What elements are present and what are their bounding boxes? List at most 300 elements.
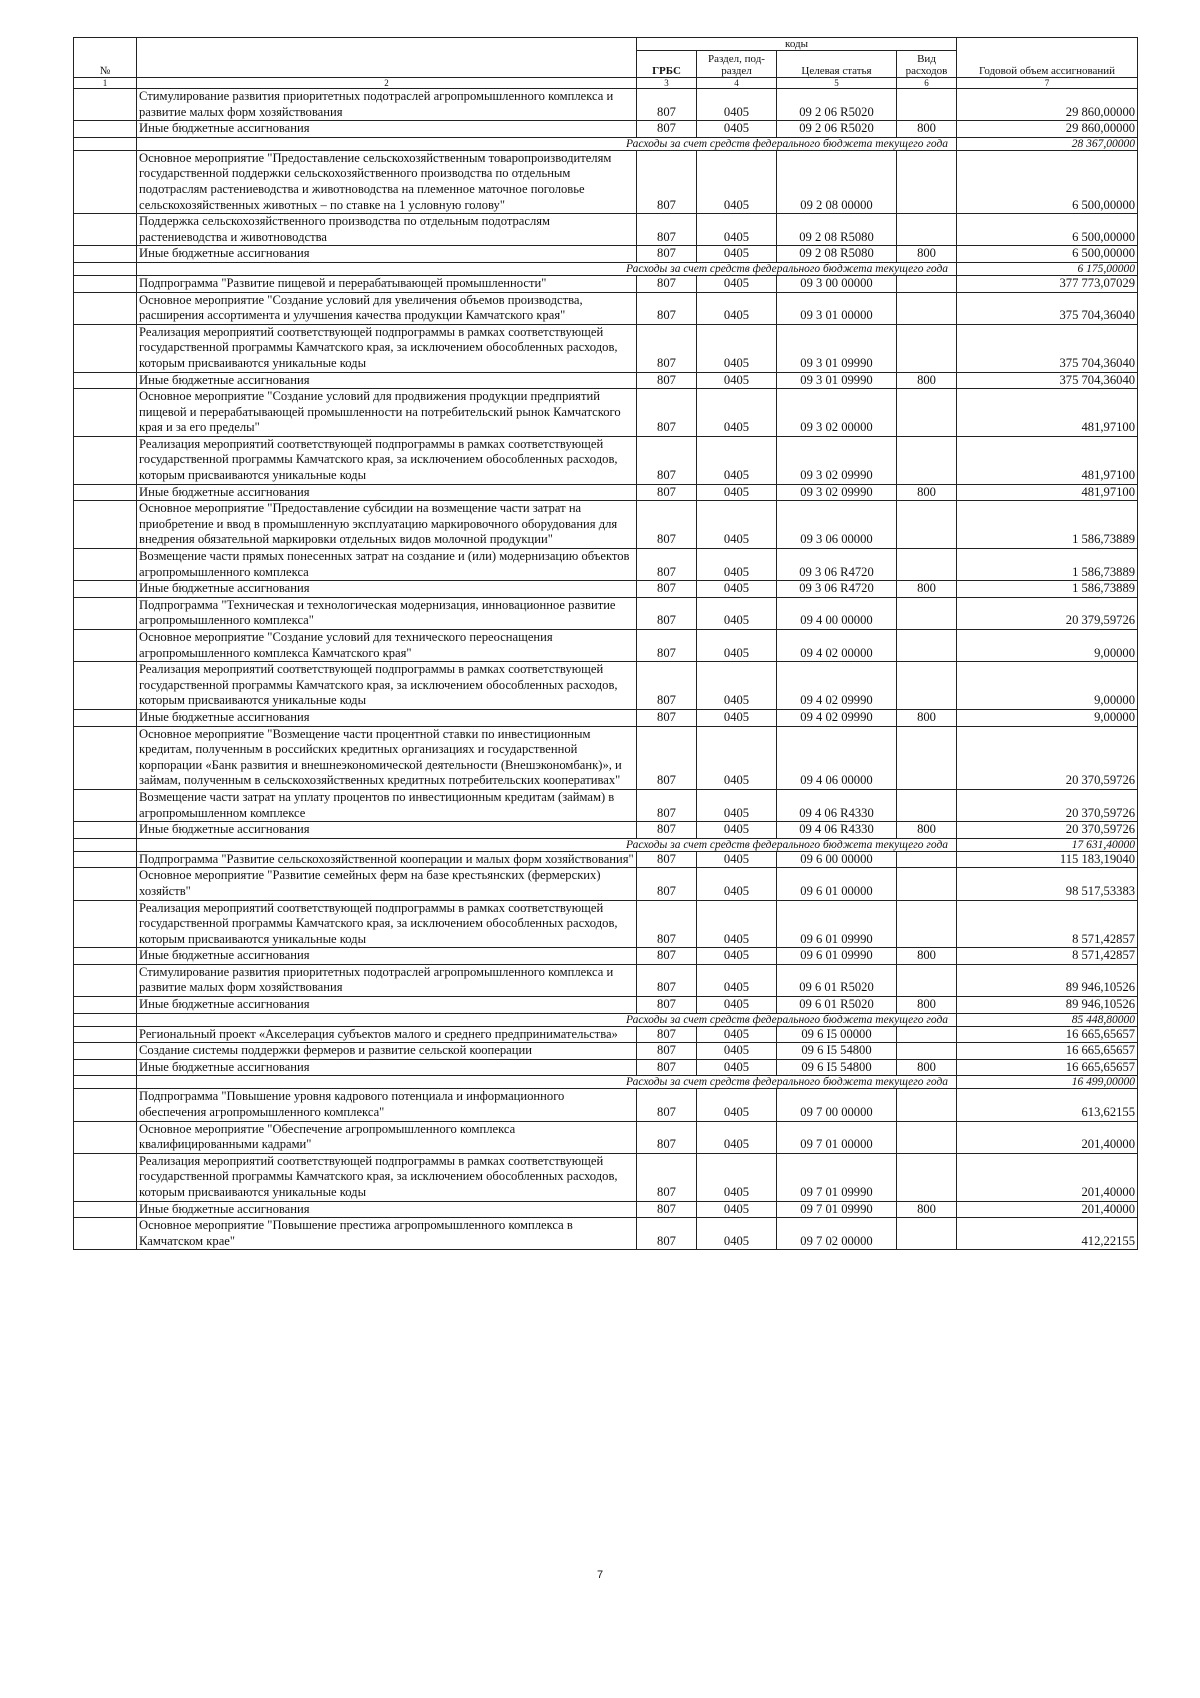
annual-amount: 375 704,36040 xyxy=(957,324,1138,372)
row-number-cell xyxy=(74,1013,137,1026)
amount-header: Годовой объем ассигнований xyxy=(957,38,1138,78)
annual-amount: 9,00000 xyxy=(957,630,1138,662)
target-article-code: 09 7 01 09990 xyxy=(777,1153,897,1201)
grbs-code: 807 xyxy=(637,1089,697,1121)
federal-funds-row xyxy=(74,1013,1138,1026)
grbs-code: 807 xyxy=(637,150,697,213)
table-row xyxy=(74,214,1138,246)
annual-amount: 201,40000 xyxy=(957,1153,1138,1201)
expense-kind-code: 800 xyxy=(897,948,957,965)
expense-kind-code xyxy=(897,436,957,484)
expense-name: Реализация мероприятий соответствующей подпрограммы в рамках соответствующей государственной программы Камчатского края, за исключением обособленных расходов, которым присваиваются уникальные коды xyxy=(137,662,637,710)
expense-kind-code xyxy=(897,789,957,821)
annual-amount: 89 946,10526 xyxy=(957,964,1138,996)
annual-amount: 1 586,73889 xyxy=(957,549,1138,581)
section-code: 0405 xyxy=(697,662,777,710)
row-number-cell xyxy=(74,262,137,275)
annual-amount: 9,00000 xyxy=(957,662,1138,710)
row-number-cell xyxy=(74,501,137,549)
table-row xyxy=(74,150,1138,213)
expense-name: Иные бюджетные ассигнования xyxy=(137,246,637,263)
table-row xyxy=(74,549,1138,581)
grbs-code: 807 xyxy=(637,275,697,292)
name-header xyxy=(137,38,637,78)
target-article-code: 09 4 02 09990 xyxy=(777,709,897,726)
column-number: 5 xyxy=(777,78,897,89)
expense-kind-code: 800 xyxy=(897,997,957,1014)
column-number: 4 xyxy=(697,78,777,89)
row-number-cell xyxy=(74,709,137,726)
annual-amount: 8 571,42857 xyxy=(957,900,1138,948)
target-article-code: 09 2 08 R5080 xyxy=(777,246,897,263)
row-number-cell xyxy=(74,1201,137,1218)
section-code: 0405 xyxy=(697,851,777,868)
annual-amount: 375 704,36040 xyxy=(957,292,1138,324)
target-article-code: 09 2 06 R5020 xyxy=(777,89,897,121)
annual-amount: 1 586,73889 xyxy=(957,581,1138,598)
expense-kind-code: 800 xyxy=(897,484,957,501)
annual-amount: 481,97100 xyxy=(957,389,1138,437)
annual-amount: 20 370,59726 xyxy=(957,726,1138,789)
annual-amount: 115 183,19040 xyxy=(957,851,1138,868)
expense-name: Иные бюджетные ассигнования xyxy=(137,1059,637,1076)
expense-name: Основное мероприятие "Обеспечение агропромышленного комплекса квалифицированными кадрами" xyxy=(137,1121,637,1153)
annual-amount: 16 665,65657 xyxy=(957,1059,1138,1076)
grbs-code: 807 xyxy=(637,948,697,965)
table-row xyxy=(74,1153,1138,1201)
grbs-code: 807 xyxy=(637,709,697,726)
row-number-cell xyxy=(74,1026,137,1043)
row-number-cell xyxy=(74,150,137,213)
section-code: 0405 xyxy=(697,789,777,821)
grbs-code: 807 xyxy=(637,581,697,598)
row-number-cell xyxy=(74,214,137,246)
table-row xyxy=(74,324,1138,372)
target-article-code: 09 3 06 00000 xyxy=(777,501,897,549)
table-row xyxy=(74,292,1138,324)
annual-amount: 9,00000 xyxy=(957,709,1138,726)
annual-amount: 201,40000 xyxy=(957,1121,1138,1153)
grbs-code: 807 xyxy=(637,372,697,389)
expense-kind-code xyxy=(897,868,957,900)
section-code: 0405 xyxy=(697,630,777,662)
section-code: 0405 xyxy=(697,324,777,372)
target-article-code: 09 7 02 00000 xyxy=(777,1218,897,1250)
federal-funds-amount: 6 175,00000 xyxy=(957,262,1138,275)
row-number-cell xyxy=(74,1076,137,1089)
target-article-code: 09 7 01 00000 xyxy=(777,1121,897,1153)
target-article-code: 09 6 01 09990 xyxy=(777,948,897,965)
target-article-code: 09 6 I5 54800 xyxy=(777,1059,897,1076)
expense-kind-code xyxy=(897,662,957,710)
expense-kind-code xyxy=(897,275,957,292)
section-code: 0405 xyxy=(697,948,777,965)
row-number-cell xyxy=(74,549,137,581)
grbs-code: 807 xyxy=(637,964,697,996)
annual-amount: 375 704,36040 xyxy=(957,372,1138,389)
expense-kind-code xyxy=(897,1026,957,1043)
target-article-code: 09 6 I5 54800 xyxy=(777,1043,897,1060)
expense-name: Подпрограмма "Развитие сельскохозяйственной кооперации и малых форм хозяйствования" xyxy=(137,851,637,868)
target-article-code: 09 4 02 00000 xyxy=(777,630,897,662)
federal-funds-amount: 85 448,80000 xyxy=(957,1013,1138,1026)
expense-kind-code xyxy=(897,214,957,246)
annual-amount: 29 860,00000 xyxy=(957,121,1138,138)
target-article-code: 09 6 01 00000 xyxy=(777,868,897,900)
grbs-code: 807 xyxy=(637,822,697,839)
row-number-cell xyxy=(74,868,137,900)
target-article-code: 09 2 06 R5020 xyxy=(777,121,897,138)
expense-kind-code xyxy=(897,900,957,948)
expense-name: Стимулирование развития приоритетных подотраслей агропромышленного комплекса и развитие малых форм хозяйствования xyxy=(137,89,637,121)
annual-amount: 6 500,00000 xyxy=(957,246,1138,263)
federal-funds-amount: 28 367,00000 xyxy=(957,137,1138,150)
target-article-code: 09 7 01 09990 xyxy=(777,1201,897,1218)
federal-funds-row xyxy=(74,137,1138,150)
table-row xyxy=(74,1121,1138,1153)
grbs-code: 807 xyxy=(637,900,697,948)
grbs-code: 807 xyxy=(637,501,697,549)
table-row xyxy=(74,389,1138,437)
table-row xyxy=(74,709,1138,726)
federal-funds-label: Расходы за счет средств федерального бюджета текущего года xyxy=(137,137,957,150)
expense-name: Возмещение части прямых понесенных затрат на создание и (или) модернизацию объектов агропромышленного комплекса xyxy=(137,549,637,581)
grbs-code: 807 xyxy=(637,597,697,629)
section-code: 0405 xyxy=(697,389,777,437)
grbs-code: 807 xyxy=(637,1043,697,1060)
expense-kind-code xyxy=(897,1121,957,1153)
section-code: 0405 xyxy=(697,1059,777,1076)
row-number-cell xyxy=(74,324,137,372)
section-code: 0405 xyxy=(697,1121,777,1153)
annual-amount: 481,97100 xyxy=(957,484,1138,501)
target-article-code: 09 3 02 09990 xyxy=(777,484,897,501)
row-number-cell xyxy=(74,137,137,150)
row-number-cell xyxy=(74,1059,137,1076)
section-code: 0405 xyxy=(697,372,777,389)
grbs-code: 807 xyxy=(637,1201,697,1218)
expense-name: Основное мероприятие "Создание условий для технического переоснащения агропромышленного комплекса Камчатского края" xyxy=(137,630,637,662)
grbs-code: 807 xyxy=(637,484,697,501)
expense-kind-code xyxy=(897,389,957,437)
row-number-cell xyxy=(74,121,137,138)
grbs-code: 807 xyxy=(637,121,697,138)
section-code: 0405 xyxy=(697,275,777,292)
table-row xyxy=(74,121,1138,138)
federal-funds-label: Расходы за счет средств федерального бюджета текущего года xyxy=(137,262,957,275)
section-code: 0405 xyxy=(697,900,777,948)
expense-name: Основное мероприятие "Создание условий для продвижения продукции предприятий пищевой и перерабатывающей промышленности на потребительский рынок Камчатского края и за его пределы" xyxy=(137,389,637,437)
section-code: 0405 xyxy=(697,501,777,549)
annual-amount: 8 571,42857 xyxy=(957,948,1138,965)
column-number-row xyxy=(74,78,1138,89)
expense-kind-code xyxy=(897,324,957,372)
row-number-cell xyxy=(74,1153,137,1201)
codes-header: коды xyxy=(637,38,957,51)
row-number-cell xyxy=(74,246,137,263)
row-number-cell xyxy=(74,726,137,789)
expense-name: Иные бюджетные ассигнования xyxy=(137,372,637,389)
section-code: 0405 xyxy=(697,549,777,581)
section-code: 0405 xyxy=(697,150,777,213)
table-row xyxy=(74,597,1138,629)
grbs-code: 807 xyxy=(637,789,697,821)
target-article-code: 09 3 02 09990 xyxy=(777,436,897,484)
expense-kind-code xyxy=(897,1089,957,1121)
expense-name: Возмещение части затрат на уплату процентов по инвестиционным кредитам (займам) в агропромышленном комплексе xyxy=(137,789,637,821)
grbs-code: 807 xyxy=(637,89,697,121)
annual-amount: 613,62155 xyxy=(957,1089,1138,1121)
row-number-cell xyxy=(74,89,137,121)
grbs-header: ГРБС xyxy=(637,51,697,78)
row-number-cell xyxy=(74,789,137,821)
target-article-code: 09 3 06 R4720 xyxy=(777,549,897,581)
table-row xyxy=(74,868,1138,900)
expense-kind-code: 800 xyxy=(897,822,957,839)
expense-kind-code xyxy=(897,597,957,629)
expense-name: Реализация мероприятий соответствующей подпрограммы в рамках соответствующей государственной программы Камчатского края, за исключением обособленных расходов, которым присваиваются уникальные коды xyxy=(137,436,637,484)
expense-kind-code: 800 xyxy=(897,121,957,138)
grbs-code: 807 xyxy=(637,662,697,710)
table-row xyxy=(74,1089,1138,1121)
row-number-cell xyxy=(74,997,137,1014)
grbs-code: 807 xyxy=(637,324,697,372)
table-row xyxy=(74,581,1138,598)
row-number-cell xyxy=(74,1043,137,1060)
annual-amount: 6 500,00000 xyxy=(957,150,1138,213)
section-code: 0405 xyxy=(697,1043,777,1060)
num-header: № xyxy=(74,38,137,78)
section-code: 0405 xyxy=(697,597,777,629)
table-row xyxy=(74,900,1138,948)
expense-kind-code xyxy=(897,964,957,996)
target-article-code: 09 6 01 R5020 xyxy=(777,997,897,1014)
section-code: 0405 xyxy=(697,581,777,598)
expense-name: Стимулирование развития приоритетных подотраслей агропромышленного комплекса и развитие малых форм хозяйствования xyxy=(137,964,637,996)
grbs-code: 807 xyxy=(637,630,697,662)
section-code: 0405 xyxy=(697,822,777,839)
target-article-code: 09 6 01 R5020 xyxy=(777,964,897,996)
expense-kind-code: 800 xyxy=(897,709,957,726)
section-code: 0405 xyxy=(697,89,777,121)
annual-amount: 481,97100 xyxy=(957,436,1138,484)
expense-name: Основное мероприятие "Повышение престижа агропромышленного комплекса в Камчатском крае" xyxy=(137,1218,637,1250)
table-row xyxy=(74,484,1138,501)
grbs-code: 807 xyxy=(637,214,697,246)
target-article-code: 09 4 06 R4330 xyxy=(777,789,897,821)
expense-kind-code xyxy=(897,501,957,549)
target-article-code: 09 3 00 00000 xyxy=(777,275,897,292)
grbs-code: 807 xyxy=(637,549,697,581)
row-number-cell xyxy=(74,630,137,662)
table-row xyxy=(74,851,1138,868)
federal-funds-row xyxy=(74,838,1138,851)
table-row xyxy=(74,662,1138,710)
section-code: 0405 xyxy=(697,121,777,138)
table-row xyxy=(74,436,1138,484)
federal-funds-row xyxy=(74,262,1138,275)
column-number: 3 xyxy=(637,78,697,89)
grbs-code: 807 xyxy=(637,389,697,437)
annual-amount: 6 500,00000 xyxy=(957,214,1138,246)
header-row-top xyxy=(74,38,1138,51)
section-code: 0405 xyxy=(697,1153,777,1201)
table-row xyxy=(74,1059,1138,1076)
section-code: 0405 xyxy=(697,964,777,996)
row-number-cell xyxy=(74,436,137,484)
target-article-code: 09 2 08 00000 xyxy=(777,150,897,213)
section-code: 0405 xyxy=(697,214,777,246)
table-row xyxy=(74,246,1138,263)
annual-amount: 89 946,10526 xyxy=(957,997,1138,1014)
table-row xyxy=(74,372,1138,389)
federal-funds-amount: 16 499,00000 xyxy=(957,1076,1138,1089)
article-header: Целевая статья xyxy=(777,51,897,78)
section-header: Раздел, под-раздел xyxy=(697,51,777,78)
table-row xyxy=(74,726,1138,789)
expense-kind-code xyxy=(897,630,957,662)
grbs-code: 807 xyxy=(637,851,697,868)
target-article-code: 09 3 02 00000 xyxy=(777,389,897,437)
target-article-code: 09 3 01 09990 xyxy=(777,372,897,389)
row-number-cell xyxy=(74,275,137,292)
row-number-cell xyxy=(74,581,137,598)
budget-table xyxy=(73,37,1138,1250)
table-row xyxy=(74,822,1138,839)
grbs-code: 807 xyxy=(637,436,697,484)
expense-kind-code xyxy=(897,1218,957,1250)
target-article-code: 09 2 08 R5080 xyxy=(777,214,897,246)
expense-name: Создание системы поддержки фермеров и развитие сельской кооперации xyxy=(137,1043,637,1060)
row-number-cell xyxy=(74,838,137,851)
grbs-code: 807 xyxy=(637,1026,697,1043)
column-number: 6 xyxy=(897,78,957,89)
expense-name: Региональный проект «Акселерация субъектов малого и среднего предпринимательства» xyxy=(137,1026,637,1043)
expense-name: Подпрограмма "Развитие пищевой и перерабатывающей промышленности" xyxy=(137,275,637,292)
column-number: 7 xyxy=(957,78,1138,89)
expense-name: Поддержка сельскохозяйственного производства по отдельным подотраслям растениеводства и животноводства xyxy=(137,214,637,246)
expense-name: Основное мероприятие "Развитие семейных ферм на базе крестьянских (фермерских) хозяйств" xyxy=(137,868,637,900)
row-number-cell xyxy=(74,372,137,389)
target-article-code: 09 6 I5 00000 xyxy=(777,1026,897,1043)
expense-kind-code xyxy=(897,150,957,213)
expense-name: Иные бюджетные ассигнования xyxy=(137,581,637,598)
section-code: 0405 xyxy=(697,726,777,789)
row-number-cell xyxy=(74,851,137,868)
annual-amount: 29 860,00000 xyxy=(957,89,1138,121)
expense-kind-code xyxy=(897,726,957,789)
federal-funds-row xyxy=(74,1076,1138,1089)
expense-name: Реализация мероприятий соответствующей подпрограммы в рамках соответствующей государственной программы Камчатского края, за исключением обособленных расходов, которым присваиваются уникальные коды xyxy=(137,1153,637,1201)
target-article-code: 09 7 00 00000 xyxy=(777,1089,897,1121)
table-row xyxy=(74,789,1138,821)
target-article-code: 09 4 06 R4330 xyxy=(777,822,897,839)
grbs-code: 807 xyxy=(637,1153,697,1201)
expense-kind-code xyxy=(897,1043,957,1060)
expense-kind-code: 800 xyxy=(897,1201,957,1218)
grbs-code: 807 xyxy=(637,246,697,263)
target-article-code: 09 6 00 00000 xyxy=(777,851,897,868)
expense-kind-code xyxy=(897,89,957,121)
expense-name: Иные бюджетные ассигнования xyxy=(137,997,637,1014)
grbs-code: 807 xyxy=(637,1059,697,1076)
annual-amount: 412,22155 xyxy=(957,1218,1138,1250)
row-number-cell xyxy=(74,662,137,710)
table-row xyxy=(74,964,1138,996)
row-number-cell xyxy=(74,900,137,948)
grbs-code: 807 xyxy=(637,1218,697,1250)
table-row xyxy=(74,275,1138,292)
annual-amount: 201,40000 xyxy=(957,1201,1138,1218)
expense-kind-code xyxy=(897,549,957,581)
section-code: 0405 xyxy=(697,709,777,726)
expense-name: Иные бюджетные ассигнования xyxy=(137,484,637,501)
table-row xyxy=(74,1218,1138,1250)
section-code: 0405 xyxy=(697,292,777,324)
target-article-code: 09 3 01 00000 xyxy=(777,292,897,324)
row-number-cell xyxy=(74,1218,137,1250)
row-number-cell xyxy=(74,389,137,437)
expense-name: Иные бюджетные ассигнования xyxy=(137,948,637,965)
row-number-cell xyxy=(74,948,137,965)
row-number-cell xyxy=(74,1121,137,1153)
federal-funds-label: Расходы за счет средств федерального бюджета текущего года xyxy=(137,1076,957,1089)
row-number-cell xyxy=(74,964,137,996)
target-article-code: 09 3 06 R4720 xyxy=(777,581,897,598)
federal-funds-label: Расходы за счет средств федерального бюджета текущего года xyxy=(137,838,957,851)
expense-kind-code: 800 xyxy=(897,581,957,598)
expense-kind-code: 800 xyxy=(897,1059,957,1076)
expense-kind-code xyxy=(897,1153,957,1201)
grbs-code: 807 xyxy=(637,1121,697,1153)
annual-amount: 16 665,65657 xyxy=(957,1026,1138,1043)
section-code: 0405 xyxy=(697,1201,777,1218)
expense-kind-code xyxy=(897,851,957,868)
expense-name: Иные бюджетные ассигнования xyxy=(137,822,637,839)
annual-amount: 20 379,59726 xyxy=(957,597,1138,629)
grbs-code: 807 xyxy=(637,292,697,324)
section-code: 0405 xyxy=(697,868,777,900)
row-number-cell xyxy=(74,597,137,629)
expense-name: Основное мероприятие "Предоставление сельскохозяйственным товаропроизводителям государственной поддержки сельскохозяйственного производства по отдельным подотраслям растениеводства и животноводства на племенное маточное поголовье сельскохозяйственных животных – по ставке на 1 условную голову" xyxy=(137,150,637,213)
expense-name: Основное мероприятие "Возмещение части процентной ставки по инвестиционным кредитам, полученным в российских кредитных организациях и государственной корпорации «Банк развития и внешнеэкономической деятельности (Внешэкономбанк)», и займам, полученным в сельскохозяйственных кредитных потребительских кооперативах" xyxy=(137,726,637,789)
annual-amount: 20 370,59726 xyxy=(957,822,1138,839)
table-row xyxy=(74,948,1138,965)
target-article-code: 09 4 00 00000 xyxy=(777,597,897,629)
federal-funds-label: Расходы за счет средств федерального бюджета текущего года xyxy=(137,1013,957,1026)
expense-name: Подпрограмма "Техническая и технологическая модернизация, инновационное развитие агропромышленного комплекса" xyxy=(137,597,637,629)
target-article-code: 09 4 06 00000 xyxy=(777,726,897,789)
annual-amount: 20 370,59726 xyxy=(957,789,1138,821)
table-row xyxy=(74,997,1138,1014)
page-number: 7 xyxy=(596,1569,604,1581)
expense-name: Основное мероприятие "Создание условий для увеличения объемов производства, расширения ассортимента и улучшения качества продукции Камчатского края" xyxy=(137,292,637,324)
annual-amount: 16 665,65657 xyxy=(957,1043,1138,1060)
target-article-code: 09 3 01 09990 xyxy=(777,324,897,372)
expense-kind-code: 800 xyxy=(897,372,957,389)
federal-funds-amount: 17 631,40000 xyxy=(957,838,1138,851)
section-code: 0405 xyxy=(697,484,777,501)
table-body xyxy=(74,89,1138,1250)
section-code: 0405 xyxy=(697,1218,777,1250)
annual-amount: 377 773,07029 xyxy=(957,275,1138,292)
expense-name: Подпрограмма "Повышение уровня кадрового потенциала и информационного обеспечения агропромышленного комплекса" xyxy=(137,1089,637,1121)
annual-amount: 98 517,53383 xyxy=(957,868,1138,900)
expense-name: Иные бюджетные ассигнования xyxy=(137,121,637,138)
table-row xyxy=(74,1043,1138,1060)
kind-header: Вид расходов xyxy=(897,51,957,78)
grbs-code: 807 xyxy=(637,997,697,1014)
